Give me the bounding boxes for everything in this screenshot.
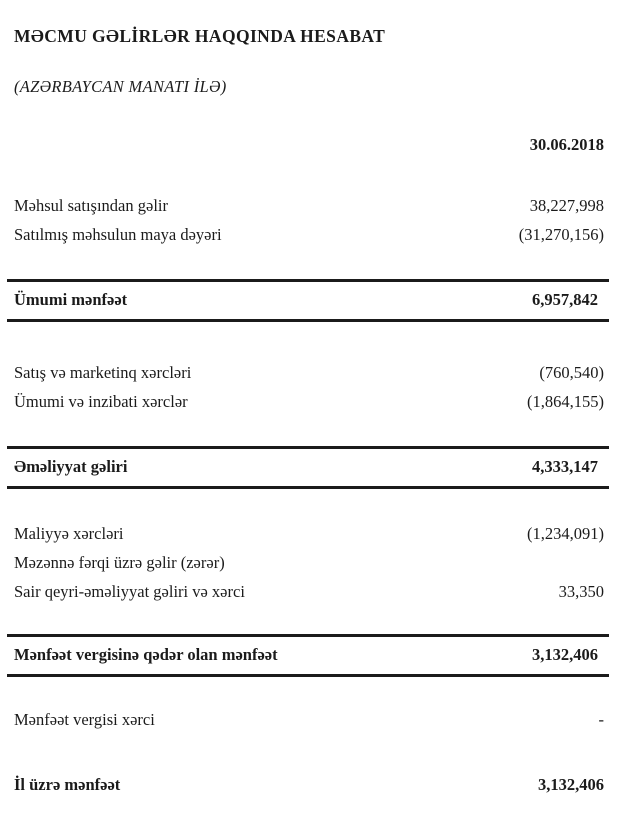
row-label: Məhsul satışından gəlir	[14, 196, 168, 215]
table-row	[14, 191, 606, 220]
row-value: (1,234,091)	[527, 524, 604, 543]
currency-subtitle: (AZƏRBAYCAN MANATI İLƏ)	[14, 77, 227, 96]
row-value: 6,957,842	[532, 290, 598, 309]
row-value: 33,350	[558, 582, 604, 601]
row-label: Əməliyyat gəliri	[14, 457, 128, 476]
row-label: Satılmış məhsulun maya dəyəri	[14, 225, 222, 244]
row-label: Mənfəət vergisinə qədər olan mənfəət	[14, 645, 278, 664]
table-row	[14, 705, 606, 734]
row-value: -	[598, 710, 604, 729]
table-row	[14, 358, 606, 387]
row-value: (31,270,156)	[518, 225, 604, 244]
table-row	[14, 519, 606, 548]
page-title: MƏCMU GƏLİRLƏR HAQQINDA HESABAT	[14, 26, 386, 46]
subtotal-row-gross-profit	[7, 279, 609, 322]
row-value: 3,132,406	[532, 645, 598, 664]
table-row	[14, 387, 606, 416]
subtotal-row-operating-income	[7, 446, 609, 489]
row-label: İl üzrə mənfəət	[14, 775, 121, 794]
row-value: (760,540)	[539, 363, 604, 382]
row-label: Ümumi mənfəət	[14, 290, 128, 309]
row-value: 4,333,147	[532, 457, 598, 476]
subtotal-row-profit-before-tax	[7, 634, 609, 677]
row-label: Sair qeyri-əməliyyat gəliri və xərci	[14, 582, 245, 601]
row-value: 38,227,998	[529, 196, 604, 215]
row-value: (1,864,155)	[527, 392, 604, 411]
row-label: Maliyyə xərcləri	[14, 524, 124, 543]
table-row	[14, 577, 606, 606]
statement-rows	[14, 191, 606, 799]
table-row	[14, 220, 606, 249]
date-column-header: 30.06.2018	[529, 135, 604, 154]
row-label: Məzənnə fərqi üzrə gəlir (zərər)	[14, 553, 225, 572]
row-label: Mənfəət vergisi xərci	[14, 710, 155, 729]
row-value: 3,132,406	[538, 775, 604, 794]
table-row	[14, 548, 606, 577]
total-row-net-profit	[14, 770, 606, 799]
row-label: Ümumi və inzibati xərclər	[14, 392, 188, 411]
row-label: Satış və marketinq xərcləri	[14, 363, 192, 382]
